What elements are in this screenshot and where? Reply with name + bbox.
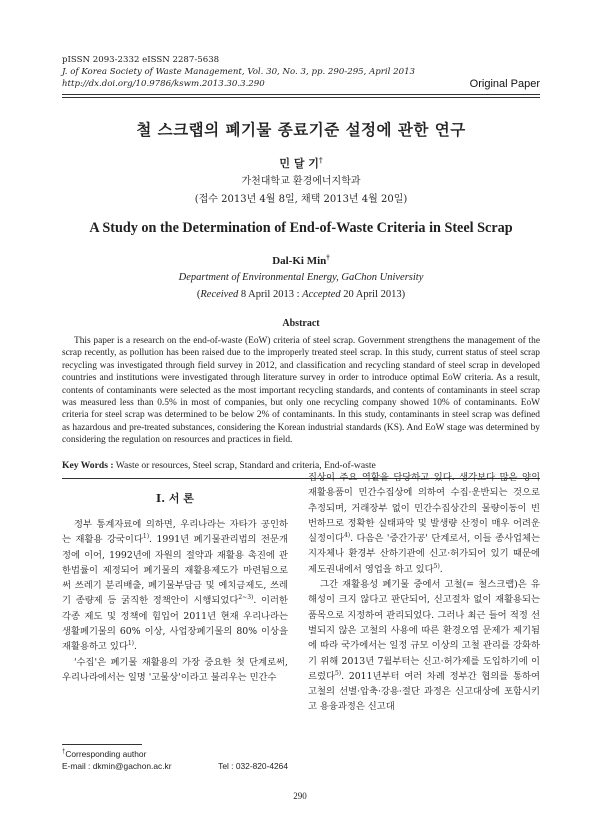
korean-dates: (접수 2013년 4월 8일, 채택 2013년 4월 20일)	[194, 194, 408, 205]
paragraph: 집상이 주요 역할을 담당하고 있다. 생각보다 많은 양의 재활용품이 민간수집상에 의하여 수집·운반되는 것으로 추정되며, 거래장부 없이 민간수집상간의 물량이동이 빈번하므로 정확한 실태파악 및 발생량 산정이 매우 어려운 실정이다$^{4)}$. 다음은 '중간가공' 단계로서, 이들 종사업체는 지자체나 환경부 산하기관에 신고·허가되어 있기 때문에 제도권내에서 영업을 하고 있다$^{5)}$.	[308, 472, 540, 575]
left-column	[62, 517, 288, 685]
english-dates: (Received 8 April 2013 : Accepted 20 April 2013)	[196, 289, 406, 300]
page-number: 290	[293, 791, 307, 801]
section-heading: I. 서 론	[156, 492, 194, 505]
korean-title: 철 스크랩의 폐기물 종료기준 설정에 관한 연구	[136, 120, 466, 139]
english-affiliation: Department of Environmental Energy, GaChon University	[178, 272, 424, 283]
header-rule-2	[62, 97, 540, 98]
korean-author: 민 달 기†	[279, 155, 323, 170]
english-author: Dal-Ki Min†	[272, 253, 330, 267]
header-rule	[62, 94, 540, 95]
paragraph: '수집'은 폐기물 재활용의 가장 중요한 첫 단계로써, 우리나라에서는 일명 '고물상'이라고 불리우는 민간수	[62, 656, 288, 683]
paragraph: 그간 재활용성 폐기물 중에서 고철(= 철스크랩)은 유해성이 크지 않다고 판단되어, 신고절차 없이 재활용되는 품목으로 지정하여 관리되었다. 그러나 최근 들어 적정 선별되지 않은 고철의 사용에 따른 환경오염 문제가 제기됨에 따라 국가에서는 일정 규모 이상의 고철 관리를 강화하기 위해 2013년 7월부터는 신고·허가제를 도입하기에 이르렀다$^{5)}$. 2011년부터 여러 차례 정부간 협의를 통하여 고철의 선별·압축·강용·절단 과정은 신고대상에 포함시키고 용융과정은 신고대	[308, 579, 540, 713]
journal-citation: J. of Korea Society of Waste Management, Vol. 30, No. 3, pp. 290-295, April 2013	[62, 67, 416, 77]
corresponding-tel: Tel : 032-820-4264	[218, 760, 288, 771]
corresponding-email[interactable]: E-mail : dkmin@gachon.ac.kr	[62, 760, 172, 771]
issn-line: pISSN 2093-2332 eISSN 2287-5638	[62, 55, 220, 65]
footnote: †Corresponding author E-mail : dkmin@gachon.ac.kr Tel : 032-820-4264	[62, 749, 288, 771]
doi-link[interactable]: http://dx.doi.org/10.9786/kswm.2013.30.3.290	[62, 79, 265, 89]
paragraph: 정부 통계자료에 의하면, 우리나라는 자타가 공인하는 재활용 강국이다$^{1)}$. 1991년 폐기물관리법의 전문개정에 이어, 1992년에 자원의 절약과 재활용 촉진에 관한법률이 제정되어 폐기물의 재활용제도가 마련됨으로써 쓰레기 분리배출, 폐기물부담금 및 예치금제도, 쓰레기 종량제 등 굵직한 정책안이 시행되었다$^{2\sim 3)}$. 이러한 각종 제도 및 정책에 힘입어 2011년 현재 우리나라는 생활폐기물의 60% 이상, 사업장폐기물의 80% 이상을 재활용하고 있다$^{1)}$.	[62, 519, 288, 653]
article-type: Original Paper	[469, 78, 540, 90]
abstract-text: This paper is a research on the end-of-waste (EoW) criteria of steel scrap. Government strengthens the management of the scrap recently, as pollution has been raised due to the improperly treated steel scrap. In this study, current status of steel scrap recycling was investigated through field survey in 2012, and classification and recycling standard of steel scrap in developed countries and institutions were investigated through literature survey in order to introduce optimal EoW criteria. As a result, contents of contaminants were selected as the most important recycling standards, and contents of contaminants in steel scrap was measured less than 0.5% in most of companies, but only one recycling company showed 10% of contaminants. EoW criteria for steel scrap was determined to be below 2% of contaminants. In this study, contaminants in steel scrap was defined as hazardous and pre-treated substances, considering the Korean industrial standards (KS). And EoW stage was determined by considering the regulation on resources and practices in field.	[62, 336, 540, 446]
right-column	[308, 470, 540, 715]
keywords: Key Words : Waste or resources, Steel scrap, Standard and criteria, End-of-waste	[62, 460, 376, 471]
footnote-rule	[62, 744, 142, 745]
english-title: A Study on the Determination of End-of-Waste Criteria in Steel Scrap	[89, 220, 513, 236]
korean-affiliation: 가천대학교 환경에너지학과	[241, 176, 361, 187]
abstract-heading: Abstract	[282, 318, 320, 329]
journal-header	[62, 54, 415, 90]
